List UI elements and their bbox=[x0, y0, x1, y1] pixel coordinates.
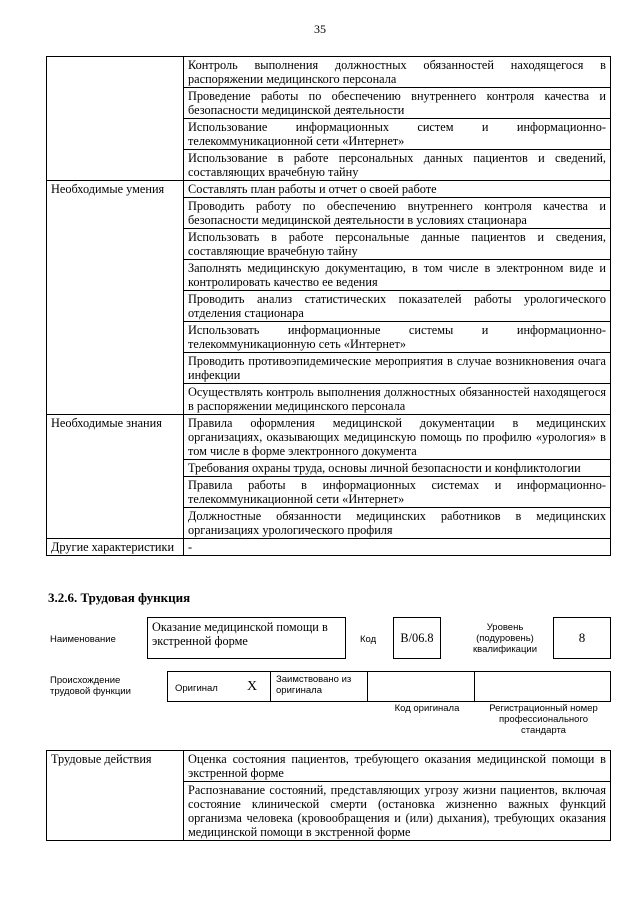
table-cell: Проведение работы по обеспечению внутреннего контроля качества и безопасности медицинской деятельности bbox=[184, 88, 611, 119]
table-cell: Использовать информационные системы и информационно-телекоммуникационную сеть «Интернет» bbox=[184, 322, 611, 353]
name-label: Наименование bbox=[50, 634, 116, 645]
table-row bbox=[47, 57, 611, 88]
code-label: Код bbox=[360, 634, 377, 645]
table-row bbox=[47, 539, 611, 556]
level-value-box bbox=[553, 617, 611, 659]
row-label: Другие характеристики bbox=[47, 539, 184, 556]
table-cell: Заполнять медицинскую документацию, в том числе в электронном виде и контролировать качество ее ведения bbox=[184, 260, 611, 291]
code-value: B/06.8 bbox=[400, 631, 434, 645]
origin-divider-2 bbox=[367, 671, 368, 702]
table-cell: Проводить анализ статистических показателей работы урологического отделения стационара bbox=[184, 291, 611, 322]
origin-row bbox=[167, 671, 611, 702]
level-label: Уровень (подуровень) квалификации bbox=[472, 622, 538, 655]
row-label: Необходимые знания bbox=[47, 415, 184, 539]
table-cell: Контроль выполнения должностных обязанностей находящегося в распоряжении медицинского персонала bbox=[184, 57, 611, 88]
original-mark: X bbox=[247, 679, 258, 694]
level-value: 8 bbox=[578, 630, 586, 645]
origin-divider-1 bbox=[270, 671, 271, 702]
table-row bbox=[47, 751, 611, 782]
table-cell: Использование в работе персональных данных пациентов и сведений, составляющих врачебную тайну bbox=[184, 150, 611, 181]
function-name-box bbox=[147, 617, 346, 659]
table-cell: Использование информационных систем и информационно-телекоммуникационной сети «Интернет» bbox=[184, 119, 611, 150]
table-cell: Правила работы в информационных системах и информационно-телекоммуникационной сети «Интернет» bbox=[184, 477, 611, 508]
table-row bbox=[47, 181, 611, 198]
table-cell: Правила оформления медицинской документации в медицинских организациях, оказывающих медицинскую помощь по профилю «урология» в том числе в форме электронного документа bbox=[184, 415, 611, 460]
labor-actions-table bbox=[46, 750, 611, 841]
table-cell: - bbox=[184, 539, 611, 556]
skills-knowledge-table bbox=[46, 56, 611, 556]
table-cell: Проводить работу по обеспечению внутреннего контроля качества и безопасности медицинской деятельности в условиях стационара bbox=[184, 198, 611, 229]
table-cell: Составлять план работы и отчет о своей работе bbox=[184, 181, 611, 198]
page-number: 35 bbox=[314, 22, 326, 36]
function-name-value: Оказание медицинской помощи в экстренной форме bbox=[152, 620, 328, 648]
original-label: Оригинал bbox=[175, 683, 218, 694]
section-title: 3.2.6. Трудовая функция bbox=[48, 590, 191, 605]
origin-divider-3 bbox=[474, 671, 475, 702]
table-cell: Проводить противоэпидемические мероприятия в случае возникновения очага инфекции bbox=[184, 353, 611, 384]
code-value-box bbox=[393, 617, 441, 659]
table-cell: Оценка состояния пациентов, требующего оказания медицинской помощи в экстренной форме bbox=[184, 751, 611, 782]
table-cell: Осуществлять контроль выполнения должностных обязанностей находящегося в распоряжении медицинского персонала bbox=[184, 384, 611, 415]
origin-label: Происхождение трудовой функции bbox=[50, 675, 131, 697]
row-label bbox=[47, 57, 184, 181]
row-label: Трудовые действия bbox=[47, 751, 184, 841]
table-cell: Должностные обязанности медицинских работников в медицинских организациях урологического профиля bbox=[184, 508, 611, 539]
borrowed-label: Заимствовано из оригинала bbox=[276, 674, 352, 696]
code-original-label: Код оригинала bbox=[394, 703, 460, 714]
table-cell: Распознавание состояний, представляющих угрозу жизни пациентов, включая состояние клинической смерти (остановка жизненно важных функций организма человека (кровообращения и (или) дыхания), требующих оказания медицинской помощи в экстренной форме bbox=[184, 782, 611, 841]
reg-number-label: Регистрационный номер профессионального стандарта bbox=[489, 703, 598, 736]
row-label: Необходимые умения bbox=[47, 181, 184, 415]
table-cell: Использовать в работе персональные данные пациентов и сведения, составляющие врачебную тайну bbox=[184, 229, 611, 260]
table-cell: Требования охраны труда, основы личной безопасности и конфликтологии bbox=[184, 460, 611, 477]
table-row bbox=[47, 415, 611, 460]
